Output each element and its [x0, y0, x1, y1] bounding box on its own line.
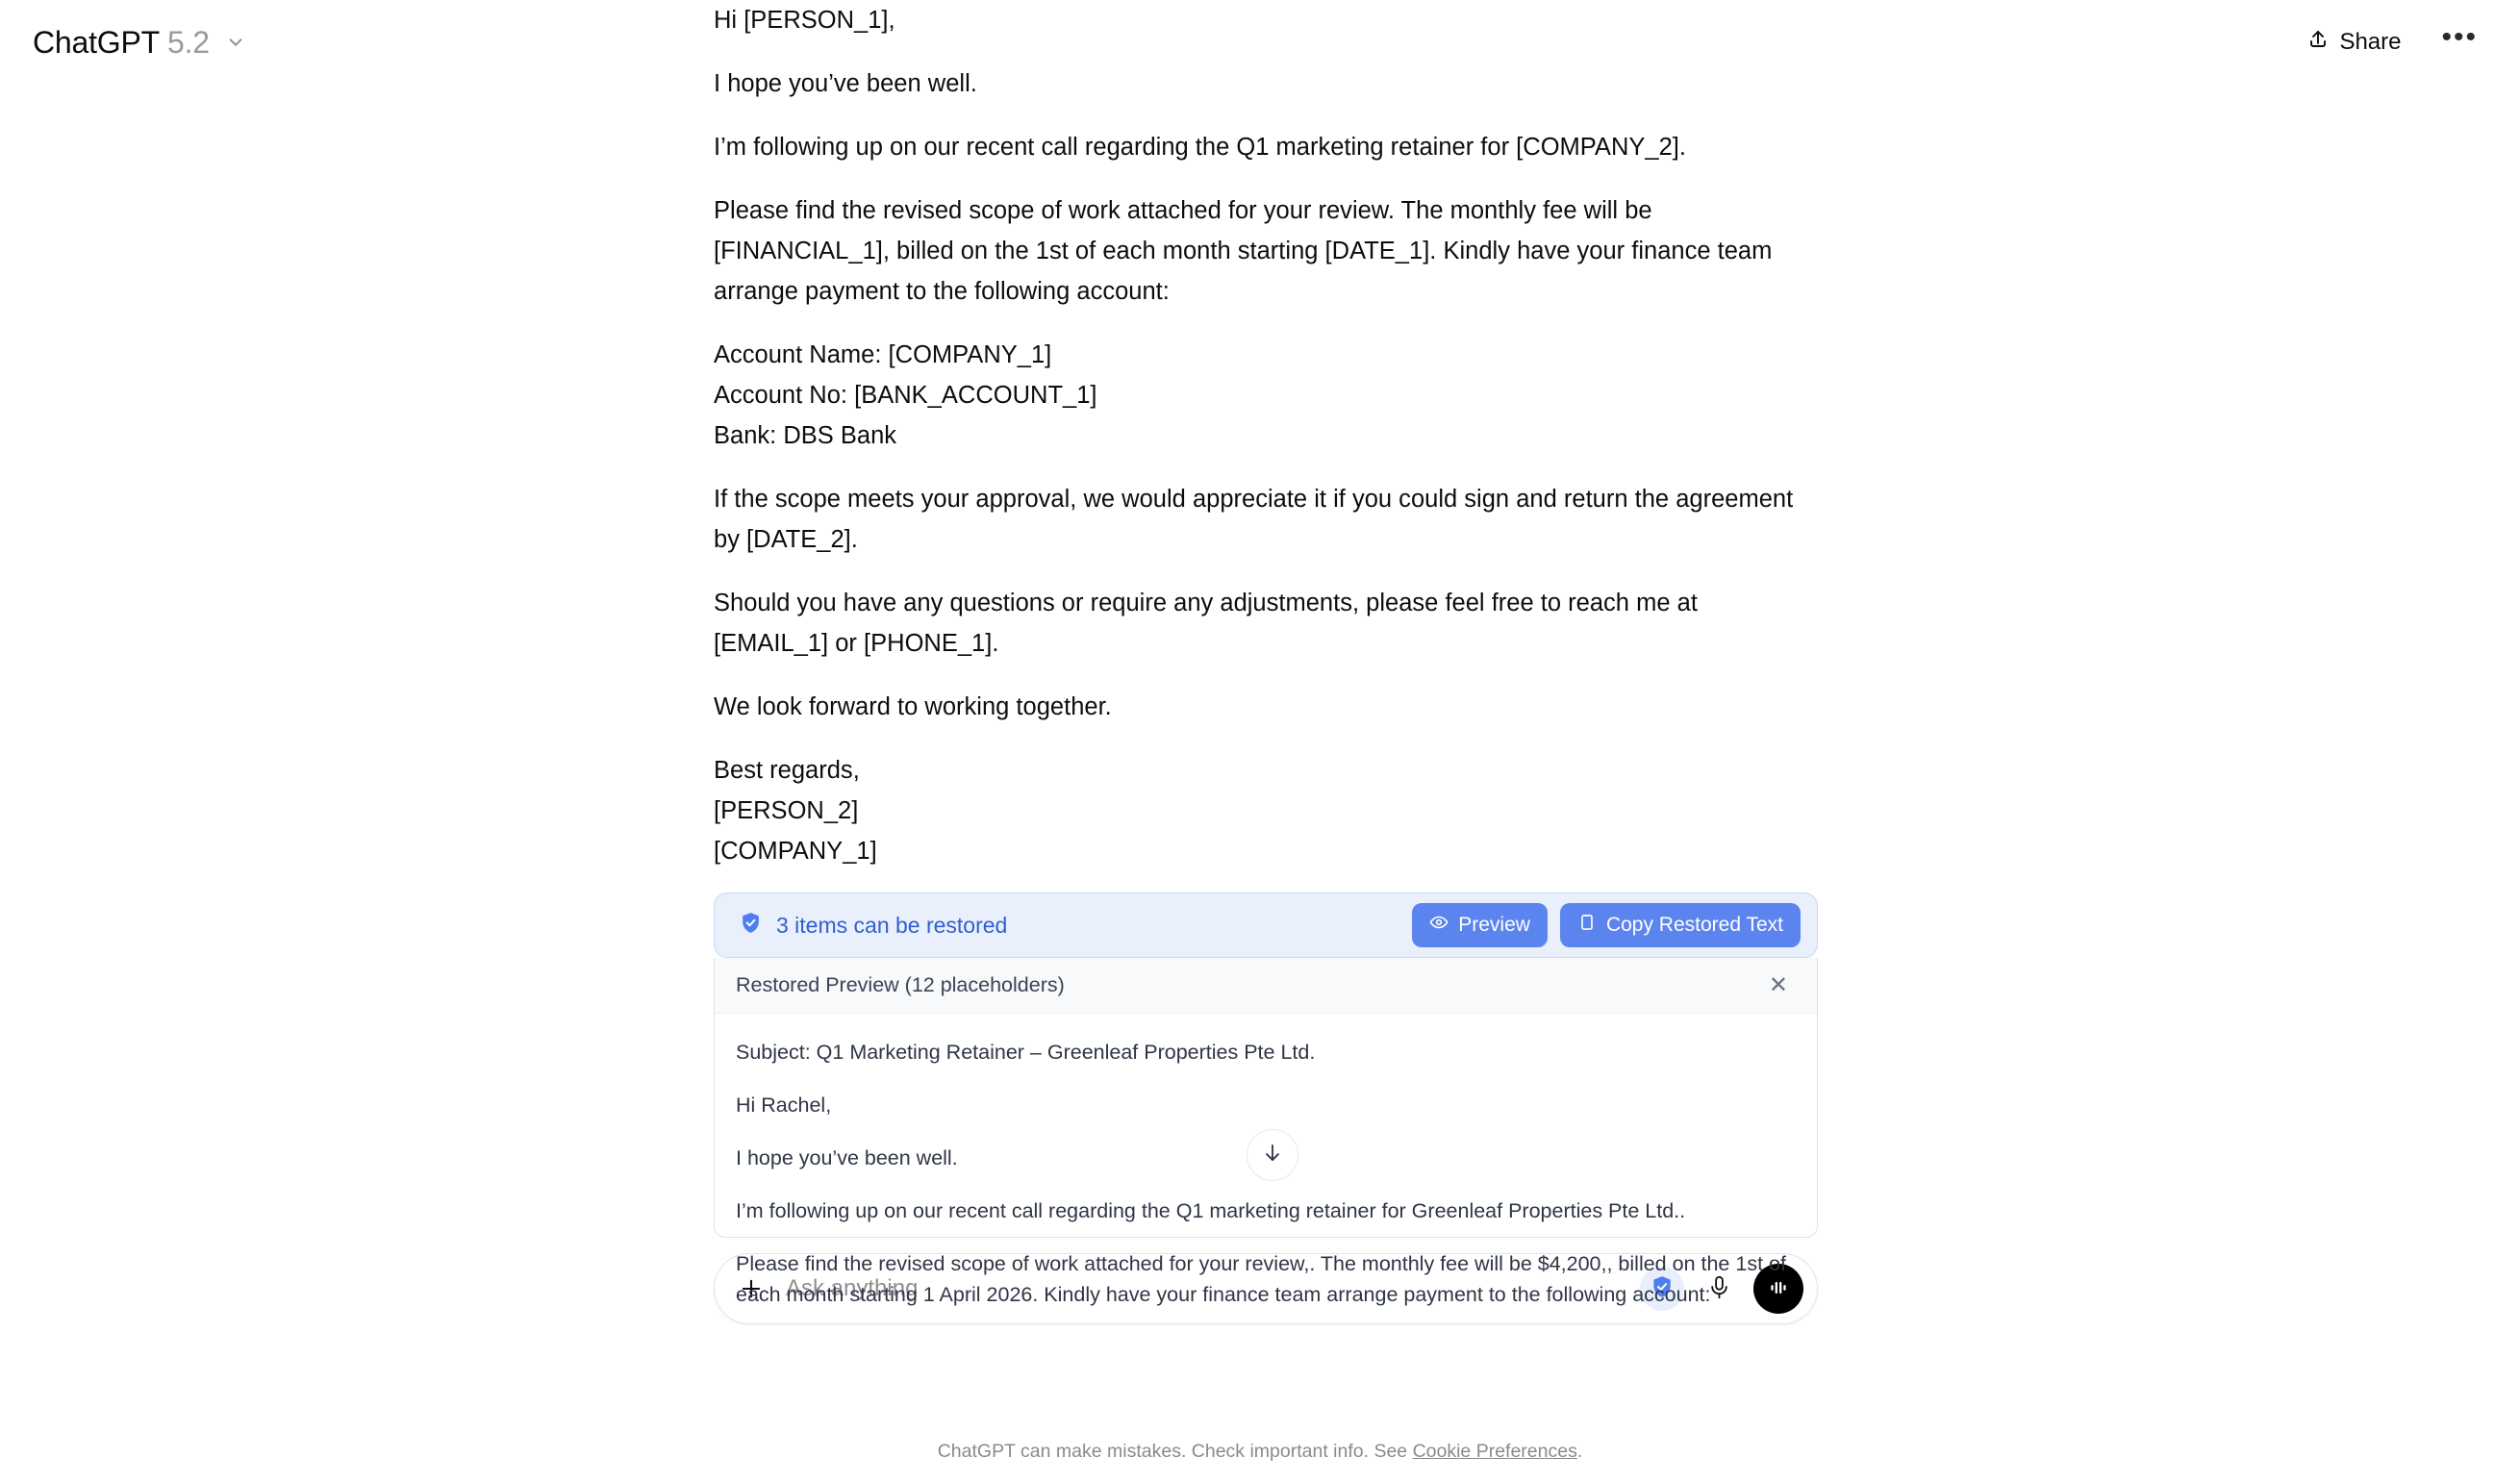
restored-preview-body[interactable] — [715, 1014, 1817, 1306]
account-line: Account No: [BANK_ACCOUNT_1] — [714, 382, 1097, 409]
message-paragraph: I’m following up on our recent call regarding the Q1 marketing retainer for [COMPANY_2]. — [714, 134, 1686, 161]
message-paragraph: We look forward to working together. — [714, 693, 1112, 720]
disclaimer-text: ChatGPT can make mistakes. Check important info. See — [937, 1441, 1413, 1462]
preview-button[interactable] — [1412, 903, 1548, 947]
conversation-column — [714, 0, 1818, 1324]
signature-line: [PERSON_2] — [714, 797, 859, 824]
restored-preview-title: Restored Preview (12 placeholders) — [736, 973, 1065, 996]
restore-banner-actions — [1412, 903, 1801, 947]
disclaimer-period: . — [1576, 1441, 1583, 1462]
preview-line: Please find the revised scope of work attached for your review,. The monthly fee will be $4,200,, billed on the 1st of each month starting 1 April 2026. Kindly have your finance team arrange payment to the following account: — [736, 1252, 1786, 1306]
scroll-to-bottom-button[interactable] — [1247, 1129, 1298, 1181]
share-button[interactable] — [2297, 20, 2410, 65]
copy-restored-text-button[interactable] — [1560, 903, 1801, 947]
restore-banner-text: 3 items can be restored — [776, 912, 1008, 938]
account-line: Bank: DBS Bank — [714, 422, 897, 449]
share-label: Share — [2339, 29, 2402, 55]
eye-icon — [1429, 913, 1449, 938]
share-upload-icon — [2306, 28, 2330, 58]
brand-name: ChatGPT — [33, 24, 160, 60]
message-paragraph: Please find the revised scope of work attached for your review. The monthly fee will be [FINANCIAL_1], billed on the 1st of each month starting [DATE_1]. Kindly have your finance team arrange payment to the following account: — [714, 197, 1773, 305]
more-options-button[interactable]: ••• — [2441, 21, 2478, 53]
restored-preview-header — [715, 958, 1817, 1014]
arrow-down-icon — [1260, 1141, 1285, 1170]
cookie-preferences-link[interactable]: Cookie Preferences — [1412, 1441, 1577, 1462]
clipboard-icon — [1577, 913, 1597, 938]
assistant-message — [714, 0, 1818, 1324]
signature-line: Best regards, — [714, 757, 860, 784]
message-paragraph: If the scope meets your approval, we would appreciate it if you could sign and return the agreement by [DATE_2]. — [714, 486, 1794, 553]
preview-line: Hi Rachel, — [736, 1093, 832, 1117]
signature-line: [COMPANY_1] — [714, 838, 877, 865]
message-paragraph: I hope you’ve been well. — [714, 70, 977, 97]
restore-banner-info — [739, 911, 1007, 940]
preview-line: I’m following up on our recent call regarding the Q1 marketing retainer for Greenleaf Properties Pte Ltd.. — [736, 1199, 1686, 1222]
message-paragraph: Hi [PERSON_1], — [714, 7, 895, 34]
preview-button-label: Preview — [1458, 914, 1530, 936]
copy-button-label: Copy Restored Text — [1605, 914, 1783, 936]
close-icon[interactable]: ✕ — [1761, 968, 1796, 1003]
chevron-down-icon — [225, 32, 246, 53]
restore-banner — [714, 892, 1818, 958]
restored-preview-panel — [714, 958, 1818, 1306]
top-bar-actions — [2297, 20, 2491, 65]
model-selector[interactable] — [29, 25, 246, 61]
preview-line: Subject: Q1 Marketing Retainer – Greenleaf Properties Pte Ltd. — [736, 1041, 1316, 1064]
shield-check-icon — [739, 911, 763, 940]
message-paragraph: Should you have any questions or require any adjustments, please feel free to reach me at [EMAIL_1] or [PHONE_1]. — [714, 590, 1698, 657]
account-line: Account Name: [COMPANY_1] — [714, 341, 1052, 368]
model-version: 5.2 — [166, 24, 210, 60]
preview-line: I hope you’ve been well. — [736, 1146, 958, 1169]
disclaimer-footer — [0, 1441, 2520, 1463]
